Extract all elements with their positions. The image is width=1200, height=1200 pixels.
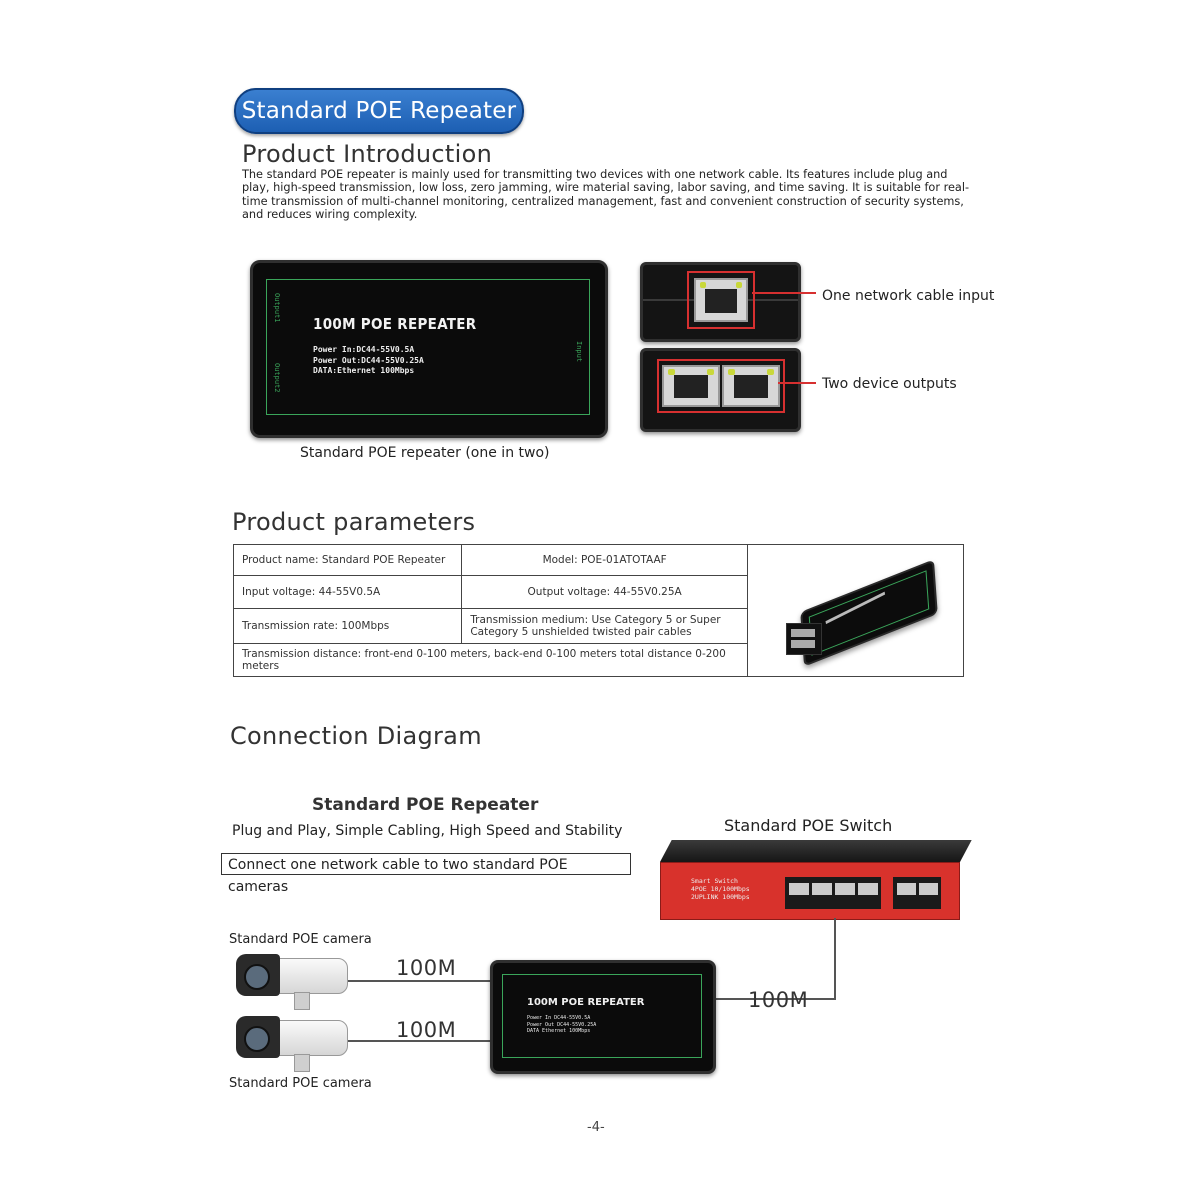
output1-label: Output1 [273, 293, 281, 323]
table-cell: Transmission rate: 100Mbps [234, 609, 462, 644]
switch-front [660, 862, 960, 920]
thumb-port-side [786, 623, 822, 655]
intro-title: Product Introduction [242, 140, 493, 168]
intro-text: The standard POE repeater is mainly used for transmitting two devices with one network cable. Its features include plug and play, high-speed transmission, low loss, zero jamming, wire material saving, labor saving, and time saving. It is suitable for real-time transmission of multi-channel monitoring, centralized management, fast and convenient construction of security systems, and reduces wiring complexity. [242, 168, 970, 222]
input-label-wrap [573, 341, 585, 371]
camera1-cable [346, 980, 490, 982]
input-callout-line [752, 292, 816, 294]
switch-text-line: 2UPLINK 100Mbps [691, 893, 750, 901]
spec-line: Power In DC44-55V0.5A [527, 1015, 591, 1021]
camera-label-top: Standard POE camera [229, 932, 372, 947]
table-cell: Transmission medium: Use Category 5 or Super Category 5 unshielded twisted pair cables [462, 609, 748, 644]
rj45-port-icon [722, 365, 780, 407]
rj45-port-icon [694, 278, 748, 322]
rj45-port-icon [662, 365, 720, 407]
switch-label: Standard POE Switch [724, 816, 893, 835]
input-callout: One network cable input [822, 288, 995, 304]
connection-subtitle: Standard POE Repeater [312, 795, 539, 815]
table-row [234, 545, 964, 576]
section-badge: Standard POE Repeater [234, 88, 524, 134]
output-ports-image [640, 348, 801, 432]
switch-speed-label: 100M [748, 988, 809, 1012]
spec-line: DATA:Ethernet 100Mbps [313, 366, 415, 375]
switch-cable-vertical [834, 918, 836, 998]
output1-label-wrap [271, 293, 283, 333]
output2-label-wrap [271, 363, 283, 403]
camera-label-bottom: Standard POE camera [229, 1076, 372, 1091]
outputs-highlight-box [657, 359, 785, 413]
diagram-repeater-title: 100M POE REPEATER [527, 997, 645, 1008]
table-cell: Product name: Standard POE Repeater [234, 545, 462, 576]
thumb-frame [809, 570, 930, 655]
device-title: 100M POE REPEATER [313, 315, 477, 333]
connection-note-box: Connect one network cable to two standard POE cameras [221, 853, 631, 875]
switch-text-line: 4POE 10/100Mbps [691, 885, 750, 893]
repeater-device-image [250, 260, 608, 438]
spec-line: Power Out:DC44-55V0.25A [313, 355, 424, 365]
table-product-image-cell [747, 545, 963, 677]
params-table [233, 544, 964, 677]
switch-text-line: Smart Switch [691, 877, 738, 885]
input-highlight-box [687, 271, 755, 329]
outputs-callout-line [778, 382, 816, 384]
table-cell: Input voltage: 44-55V0.5A [234, 576, 462, 609]
table-cell: Output voltage: 44-55V0.25A [462, 576, 748, 609]
camera2-speed-label: 100M [396, 1018, 457, 1042]
diagram-repeater-specs [527, 1015, 596, 1035]
spec-line: Power Out DC44-55V0.25A [527, 1021, 597, 1028]
table-cell: Model: POE-01ATOTAAF [462, 545, 748, 576]
switch-top-face [660, 840, 972, 862]
spec-line: DATA Ethernet 100Mbps [527, 1028, 591, 1034]
switch-text [691, 877, 750, 901]
diagram-repeater [490, 960, 716, 1074]
device-caption: Standard POE repeater (one in two) [300, 445, 550, 461]
connection-tagline: Plug and Play, Simple Cabling, High Speed and Stability [232, 823, 623, 839]
switch-poe-ports [785, 877, 881, 909]
spec-line: Power In:DC44-55V0.5A [313, 345, 415, 354]
output2-label: Output2 [273, 363, 281, 393]
params-title: Product parameters [232, 508, 476, 536]
device-spec-lines [313, 345, 424, 377]
input-label: Input [575, 341, 583, 363]
page-number: -4- [587, 1120, 605, 1135]
table-cell: Transmission distance: front-end 0-100 meters, back-end 0-100 meters total distance 0-200 meters [234, 644, 748, 677]
poe-camera-image [234, 952, 348, 1010]
input-port-image [640, 262, 801, 342]
camera1-speed-label: 100M [396, 956, 457, 980]
outputs-callout: Two device outputs [822, 376, 957, 392]
poe-camera-image [234, 1014, 348, 1072]
connection-title: Connection Diagram [230, 722, 482, 750]
switch-uplink-ports [893, 877, 941, 909]
